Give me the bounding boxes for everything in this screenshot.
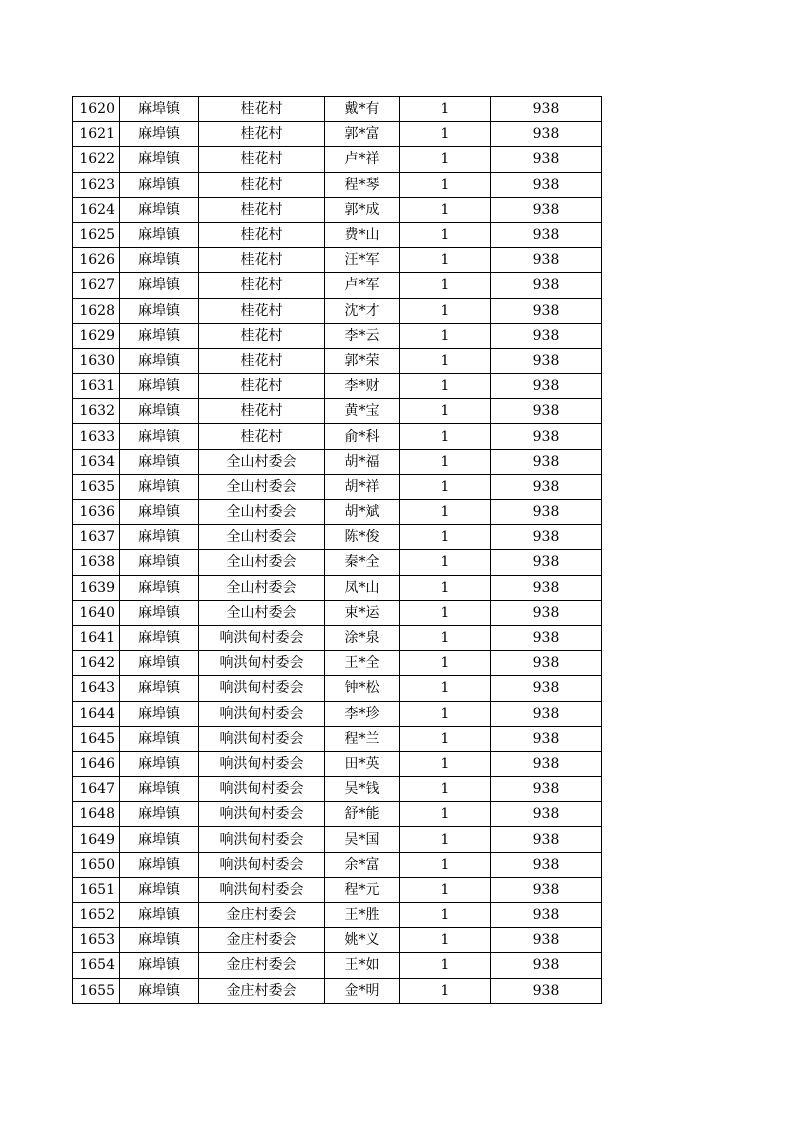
village-cell: 桂花村 (199, 323, 325, 348)
count-cell: 1 (400, 348, 491, 373)
amount-cell: 938 (491, 222, 602, 247)
count-cell: 1 (400, 600, 491, 625)
amount-cell: 938 (491, 97, 602, 122)
table-row (73, 525, 602, 550)
village-cell: 桂花村 (199, 374, 325, 399)
person-name-cell: 王*全 (325, 651, 400, 676)
table-row (73, 424, 602, 449)
person-name-cell: 涂*泉 (325, 625, 400, 650)
roster-table (72, 96, 602, 1004)
row-number-cell: 1624 (73, 197, 120, 222)
amount-cell: 938 (491, 802, 602, 827)
amount-cell: 938 (491, 726, 602, 751)
amount-cell: 938 (491, 852, 602, 877)
row-number-cell: 1643 (73, 676, 120, 701)
town-cell: 麻埠镇 (120, 903, 199, 928)
count-cell: 1 (400, 978, 491, 1003)
village-cell: 桂花村 (199, 424, 325, 449)
count-cell: 1 (400, 928, 491, 953)
amount-cell: 938 (491, 978, 602, 1003)
amount-cell: 938 (491, 953, 602, 978)
amount-cell: 938 (491, 525, 602, 550)
row-number-cell: 1635 (73, 474, 120, 499)
row-number-cell: 1629 (73, 323, 120, 348)
town-cell: 麻埠镇 (120, 525, 199, 550)
town-cell: 麻埠镇 (120, 374, 199, 399)
table-row (73, 197, 602, 222)
table-row (73, 903, 602, 928)
amount-cell: 938 (491, 147, 602, 172)
village-cell: 响洪甸村委会 (199, 852, 325, 877)
person-name-cell: 束*运 (325, 600, 400, 625)
town-cell: 麻埠镇 (120, 726, 199, 751)
person-name-cell: 俞*科 (325, 424, 400, 449)
count-cell: 1 (400, 651, 491, 676)
amount-cell: 938 (491, 575, 602, 600)
row-number-cell: 1642 (73, 651, 120, 676)
count-cell: 1 (400, 323, 491, 348)
amount-cell: 938 (491, 651, 602, 676)
person-name-cell: 吴*国 (325, 827, 400, 852)
table-row (73, 500, 602, 525)
village-cell: 桂花村 (199, 222, 325, 247)
town-cell: 麻埠镇 (120, 474, 199, 499)
person-name-cell: 王*胜 (325, 903, 400, 928)
village-cell: 响洪甸村委会 (199, 777, 325, 802)
row-number-cell: 1641 (73, 625, 120, 650)
count-cell: 1 (400, 953, 491, 978)
person-name-cell: 钟*松 (325, 676, 400, 701)
person-name-cell: 田*英 (325, 751, 400, 776)
village-cell: 响洪甸村委会 (199, 625, 325, 650)
count-cell: 1 (400, 751, 491, 776)
amount-cell: 938 (491, 777, 602, 802)
town-cell: 麻埠镇 (120, 97, 199, 122)
person-name-cell: 程*琴 (325, 172, 400, 197)
village-cell: 响洪甸村委会 (199, 751, 325, 776)
person-name-cell: 卢*祥 (325, 147, 400, 172)
person-name-cell: 胡*祥 (325, 474, 400, 499)
town-cell: 麻埠镇 (120, 651, 199, 676)
count-cell: 1 (400, 827, 491, 852)
town-cell: 麻埠镇 (120, 500, 199, 525)
town-cell: 麻埠镇 (120, 323, 199, 348)
roster-table-body (73, 97, 602, 1004)
village-cell: 桂花村 (199, 197, 325, 222)
village-cell: 桂花村 (199, 348, 325, 373)
row-number-cell: 1633 (73, 424, 120, 449)
village-cell: 响洪甸村委会 (199, 802, 325, 827)
amount-cell: 938 (491, 500, 602, 525)
town-cell: 麻埠镇 (120, 399, 199, 424)
amount-cell: 938 (491, 474, 602, 499)
village-cell: 桂花村 (199, 273, 325, 298)
amount-cell: 938 (491, 248, 602, 273)
row-number-cell: 1625 (73, 222, 120, 247)
count-cell: 1 (400, 197, 491, 222)
village-cell: 桂花村 (199, 399, 325, 424)
count-cell: 1 (400, 97, 491, 122)
village-cell: 响洪甸村委会 (199, 701, 325, 726)
town-cell: 麻埠镇 (120, 122, 199, 147)
village-cell: 桂花村 (199, 248, 325, 273)
person-name-cell: 舒*能 (325, 802, 400, 827)
village-cell: 响洪甸村委会 (199, 827, 325, 852)
row-number-cell: 1622 (73, 147, 120, 172)
count-cell: 1 (400, 575, 491, 600)
town-cell: 麻埠镇 (120, 701, 199, 726)
person-name-cell: 余*富 (325, 852, 400, 877)
count-cell: 1 (400, 903, 491, 928)
person-name-cell: 吴*钱 (325, 777, 400, 802)
count-cell: 1 (400, 298, 491, 323)
amount-cell: 938 (491, 928, 602, 953)
count-cell: 1 (400, 222, 491, 247)
amount-cell: 938 (491, 449, 602, 474)
town-cell: 麻埠镇 (120, 424, 199, 449)
village-cell: 全山村委会 (199, 474, 325, 499)
person-name-cell: 程*元 (325, 877, 400, 902)
row-number-cell: 1645 (73, 726, 120, 751)
town-cell: 麻埠镇 (120, 575, 199, 600)
table-row (73, 273, 602, 298)
amount-cell: 938 (491, 399, 602, 424)
person-name-cell: 郭*成 (325, 197, 400, 222)
person-name-cell: 秦*全 (325, 550, 400, 575)
village-cell: 全山村委会 (199, 550, 325, 575)
person-name-cell: 陈*俊 (325, 525, 400, 550)
person-name-cell: 金*明 (325, 978, 400, 1003)
amount-cell: 938 (491, 827, 602, 852)
person-name-cell: 卢*军 (325, 273, 400, 298)
row-number-cell: 1637 (73, 525, 120, 550)
count-cell: 1 (400, 802, 491, 827)
amount-cell: 938 (491, 122, 602, 147)
count-cell: 1 (400, 424, 491, 449)
table-row (73, 676, 602, 701)
row-number-cell: 1639 (73, 575, 120, 600)
town-cell: 麻埠镇 (120, 877, 199, 902)
amount-cell: 938 (491, 676, 602, 701)
village-cell: 金庄村委会 (199, 928, 325, 953)
town-cell: 麻埠镇 (120, 172, 199, 197)
person-name-cell: 戴*有 (325, 97, 400, 122)
table-row (73, 651, 602, 676)
amount-cell: 938 (491, 298, 602, 323)
person-name-cell: 李*云 (325, 323, 400, 348)
town-cell: 麻埠镇 (120, 600, 199, 625)
amount-cell: 938 (491, 751, 602, 776)
village-cell: 桂花村 (199, 97, 325, 122)
table-row (73, 374, 602, 399)
amount-cell: 938 (491, 348, 602, 373)
count-cell: 1 (400, 273, 491, 298)
village-cell: 桂花村 (199, 122, 325, 147)
table-row (73, 449, 602, 474)
count-cell: 1 (400, 877, 491, 902)
amount-cell: 938 (491, 701, 602, 726)
count-cell: 1 (400, 500, 491, 525)
village-cell: 桂花村 (199, 172, 325, 197)
amount-cell: 938 (491, 197, 602, 222)
town-cell: 麻埠镇 (120, 348, 199, 373)
amount-cell: 938 (491, 903, 602, 928)
count-cell: 1 (400, 676, 491, 701)
town-cell: 麻埠镇 (120, 852, 199, 877)
village-cell: 金庄村委会 (199, 903, 325, 928)
table-row (73, 222, 602, 247)
town-cell: 麻埠镇 (120, 777, 199, 802)
table-row (73, 550, 602, 575)
town-cell: 麻埠镇 (120, 449, 199, 474)
person-name-cell: 胡*福 (325, 449, 400, 474)
town-cell: 麻埠镇 (120, 197, 199, 222)
count-cell: 1 (400, 525, 491, 550)
table-row (73, 399, 602, 424)
row-number-cell: 1634 (73, 449, 120, 474)
amount-cell: 938 (491, 550, 602, 575)
amount-cell: 938 (491, 172, 602, 197)
amount-cell: 938 (491, 625, 602, 650)
person-name-cell: 姚*义 (325, 928, 400, 953)
town-cell: 麻埠镇 (120, 273, 199, 298)
row-number-cell: 1649 (73, 827, 120, 852)
town-cell: 麻埠镇 (120, 953, 199, 978)
row-number-cell: 1648 (73, 802, 120, 827)
count-cell: 1 (400, 726, 491, 751)
table-row (73, 701, 602, 726)
village-cell: 响洪甸村委会 (199, 651, 325, 676)
town-cell: 麻埠镇 (120, 802, 199, 827)
amount-cell: 938 (491, 877, 602, 902)
count-cell: 1 (400, 122, 491, 147)
town-cell: 麻埠镇 (120, 751, 199, 776)
table-row (73, 172, 602, 197)
table-row (73, 147, 602, 172)
table-row (73, 777, 602, 802)
person-name-cell: 郭*荣 (325, 348, 400, 373)
person-name-cell: 程*兰 (325, 726, 400, 751)
table-row (73, 877, 602, 902)
town-cell: 麻埠镇 (120, 978, 199, 1003)
count-cell: 1 (400, 172, 491, 197)
row-number-cell: 1640 (73, 600, 120, 625)
count-cell: 1 (400, 449, 491, 474)
village-cell: 桂花村 (199, 147, 325, 172)
town-cell: 麻埠镇 (120, 928, 199, 953)
count-cell: 1 (400, 374, 491, 399)
person-name-cell: 沈*才 (325, 298, 400, 323)
table-row (73, 298, 602, 323)
village-cell: 全山村委会 (199, 500, 325, 525)
person-name-cell: 李*珍 (325, 701, 400, 726)
count-cell: 1 (400, 550, 491, 575)
person-name-cell: 黄*宝 (325, 399, 400, 424)
row-number-cell: 1655 (73, 978, 120, 1003)
table-row (73, 248, 602, 273)
row-number-cell: 1623 (73, 172, 120, 197)
table-row (73, 348, 602, 373)
table-row (73, 802, 602, 827)
person-name-cell: 凤*山 (325, 575, 400, 600)
person-name-cell: 费*山 (325, 222, 400, 247)
count-cell: 1 (400, 777, 491, 802)
town-cell: 麻埠镇 (120, 248, 199, 273)
row-number-cell: 1631 (73, 374, 120, 399)
town-cell: 麻埠镇 (120, 222, 199, 247)
row-number-cell: 1650 (73, 852, 120, 877)
town-cell: 麻埠镇 (120, 827, 199, 852)
row-number-cell: 1627 (73, 273, 120, 298)
amount-cell: 938 (491, 323, 602, 348)
amount-cell: 938 (491, 600, 602, 625)
row-number-cell: 1646 (73, 751, 120, 776)
row-number-cell: 1621 (73, 122, 120, 147)
table-row (73, 575, 602, 600)
town-cell: 麻埠镇 (120, 676, 199, 701)
row-number-cell: 1630 (73, 348, 120, 373)
row-number-cell: 1620 (73, 97, 120, 122)
person-name-cell: 郭*富 (325, 122, 400, 147)
village-cell: 响洪甸村委会 (199, 877, 325, 902)
count-cell: 1 (400, 248, 491, 273)
table-row (73, 600, 602, 625)
table-row (73, 726, 602, 751)
table-row (73, 323, 602, 348)
town-cell: 麻埠镇 (120, 298, 199, 323)
row-number-cell: 1651 (73, 877, 120, 902)
row-number-cell: 1653 (73, 928, 120, 953)
amount-cell: 938 (491, 273, 602, 298)
village-cell: 金庄村委会 (199, 953, 325, 978)
person-name-cell: 王*如 (325, 953, 400, 978)
row-number-cell: 1647 (73, 777, 120, 802)
table-row (73, 953, 602, 978)
count-cell: 1 (400, 147, 491, 172)
count-cell: 1 (400, 701, 491, 726)
village-cell: 桂花村 (199, 298, 325, 323)
village-cell: 全山村委会 (199, 575, 325, 600)
village-cell: 全山村委会 (199, 449, 325, 474)
table-row (73, 97, 602, 122)
row-number-cell: 1636 (73, 500, 120, 525)
person-name-cell: 汪*军 (325, 248, 400, 273)
row-number-cell: 1654 (73, 953, 120, 978)
count-cell: 1 (400, 399, 491, 424)
row-number-cell: 1628 (73, 298, 120, 323)
table-row (73, 474, 602, 499)
town-cell: 麻埠镇 (120, 147, 199, 172)
person-name-cell: 李*财 (325, 374, 400, 399)
table-row (73, 122, 602, 147)
table-row (73, 852, 602, 877)
town-cell: 麻埠镇 (120, 625, 199, 650)
amount-cell: 938 (491, 424, 602, 449)
row-number-cell: 1644 (73, 701, 120, 726)
row-number-cell: 1652 (73, 903, 120, 928)
person-name-cell: 胡*斌 (325, 500, 400, 525)
table-row (73, 928, 602, 953)
table-row (73, 751, 602, 776)
row-number-cell: 1638 (73, 550, 120, 575)
count-cell: 1 (400, 474, 491, 499)
row-number-cell: 1632 (73, 399, 120, 424)
village-cell: 金庄村委会 (199, 978, 325, 1003)
count-cell: 1 (400, 852, 491, 877)
count-cell: 1 (400, 625, 491, 650)
village-cell: 响洪甸村委会 (199, 676, 325, 701)
table-row (73, 978, 602, 1003)
town-cell: 麻埠镇 (120, 550, 199, 575)
table-row (73, 625, 602, 650)
amount-cell: 938 (491, 374, 602, 399)
village-cell: 全山村委会 (199, 525, 325, 550)
table-row (73, 827, 602, 852)
village-cell: 全山村委会 (199, 600, 325, 625)
village-cell: 响洪甸村委会 (199, 726, 325, 751)
row-number-cell: 1626 (73, 248, 120, 273)
